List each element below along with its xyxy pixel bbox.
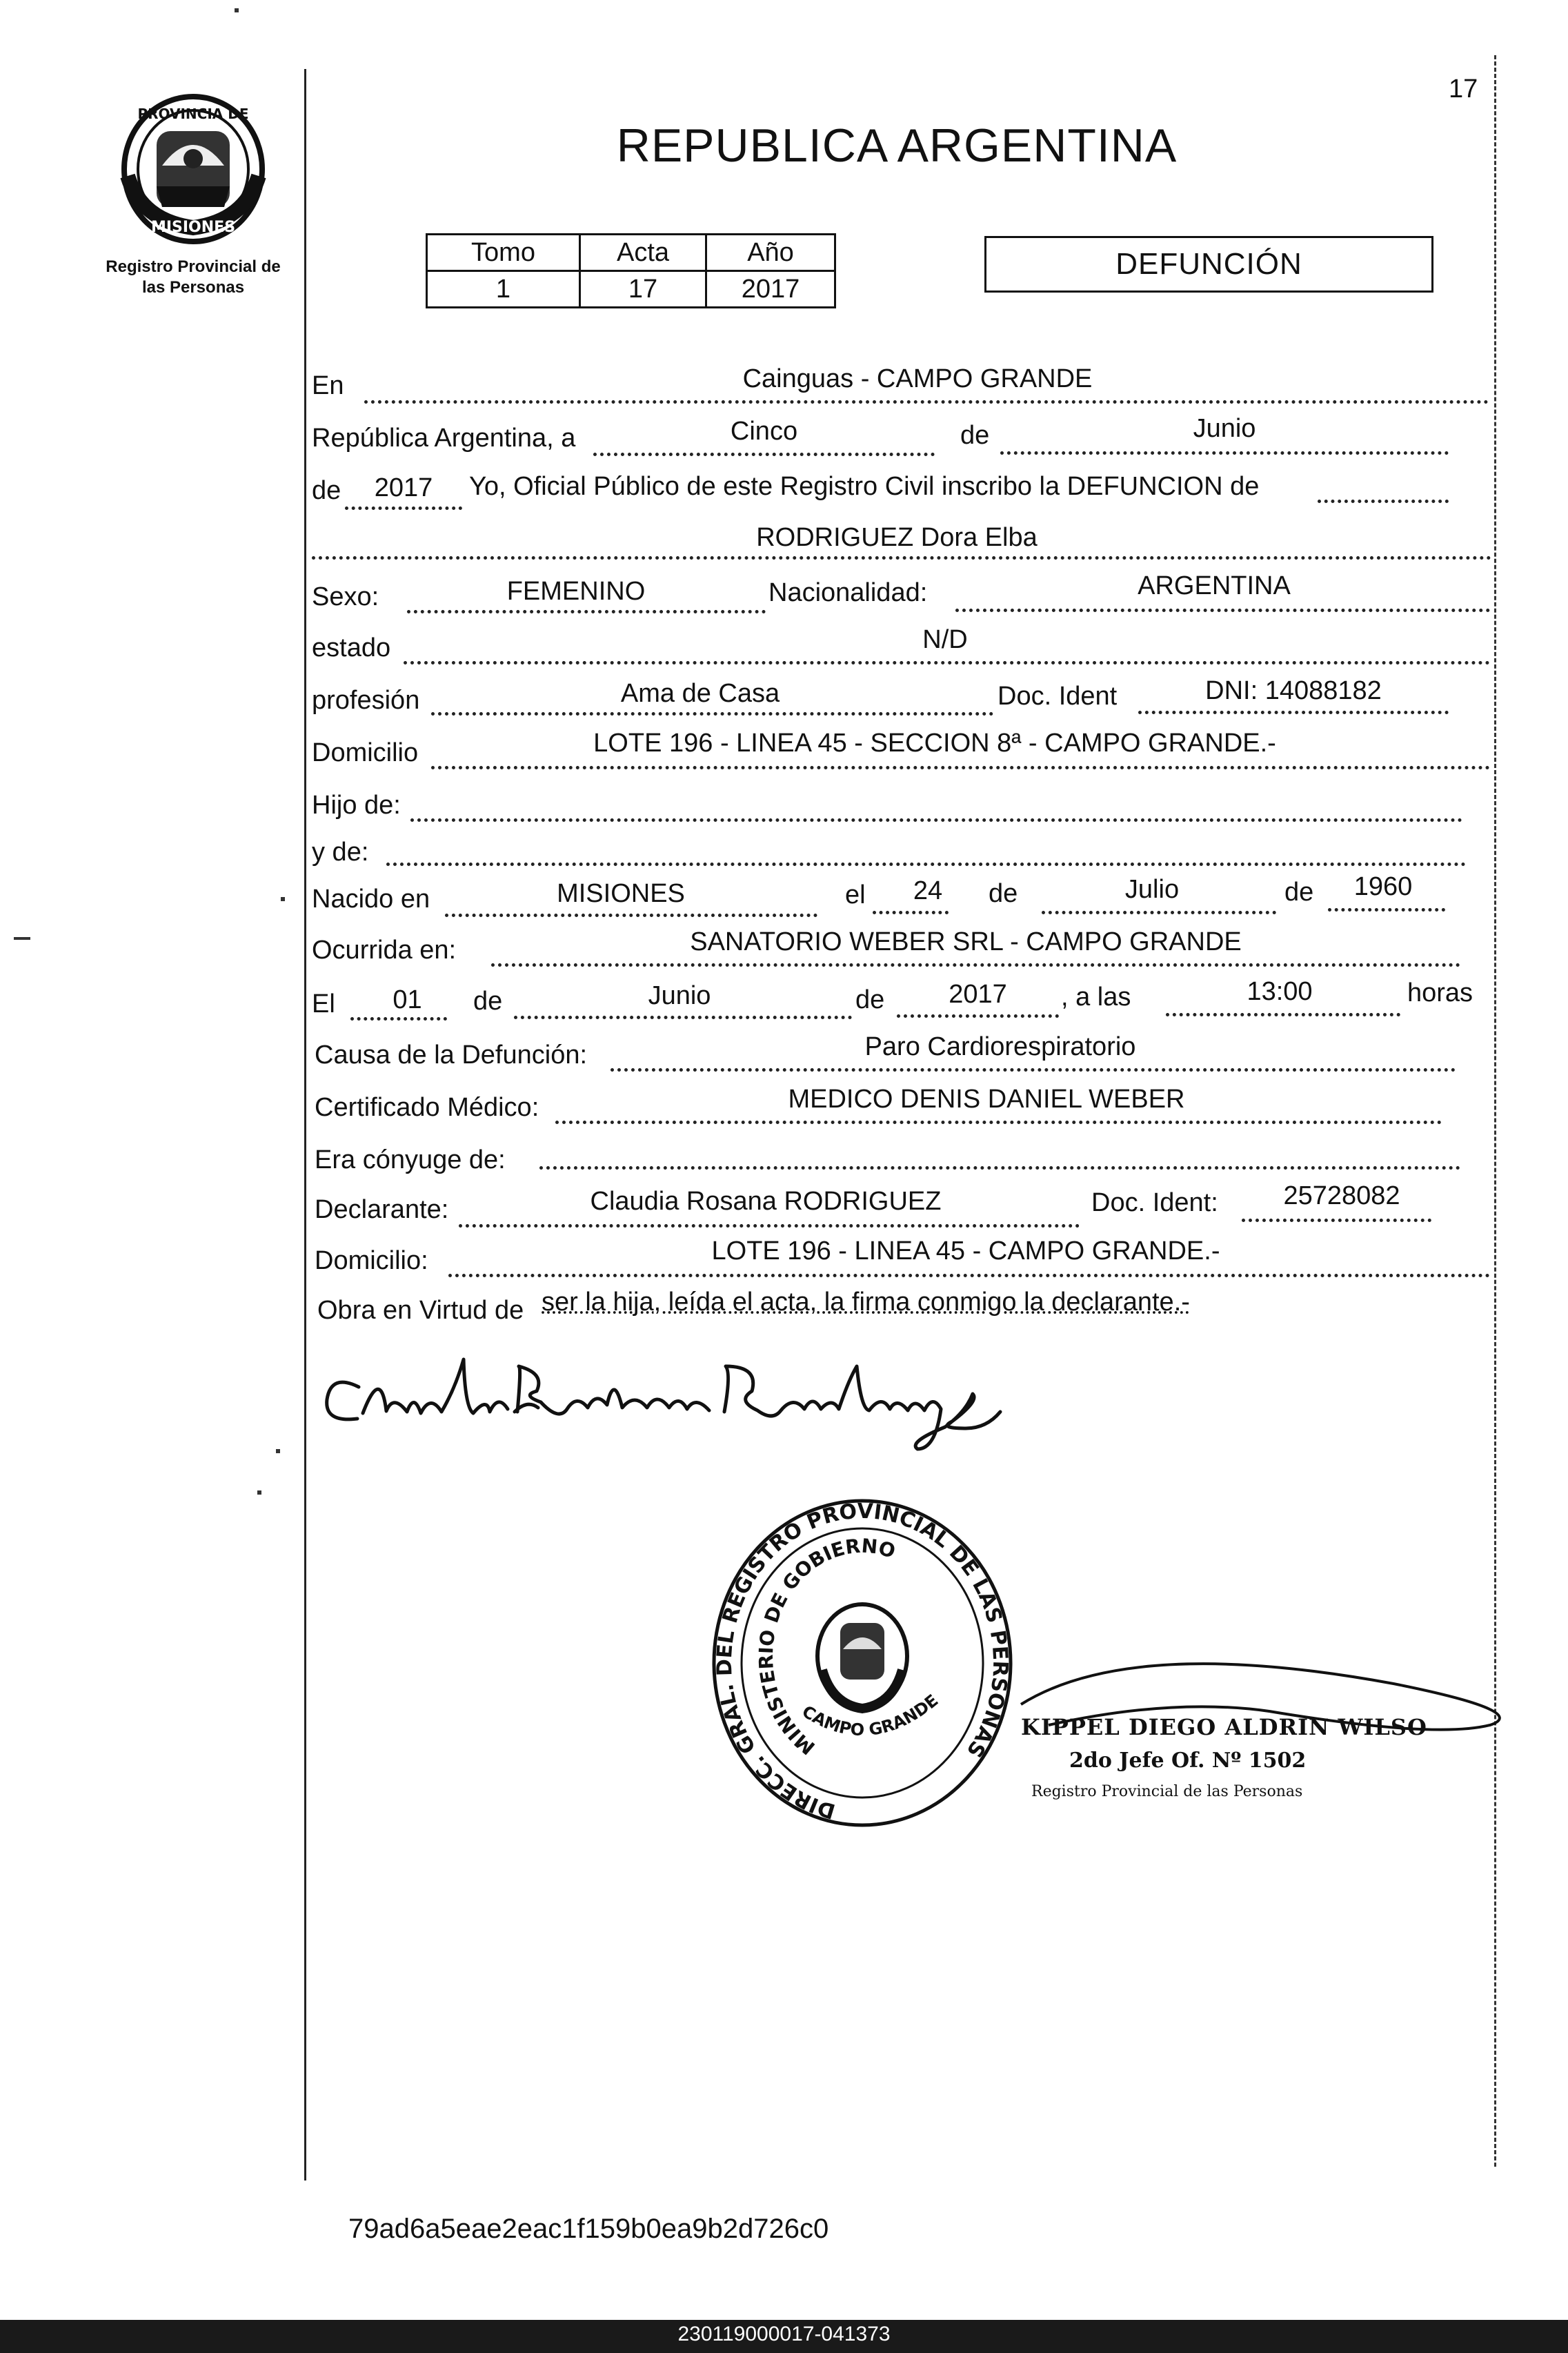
document-title: REPUBLICA ARGENTINA — [616, 119, 1178, 172]
issuer-caption-line2: las Personas — [141, 278, 245, 297]
decl-domicilio-label: Domicilio: — [315, 1246, 428, 1275]
profesion-dotted-line — [431, 712, 993, 716]
hora-value: 13:00 — [1247, 977, 1313, 1006]
horas-label: horas — [1407, 978, 1473, 1007]
scan-speck — [276, 1449, 280, 1453]
nacionalidad-label: Nacionalidad: — [768, 578, 928, 607]
hijo-dotted-line — [410, 818, 1462, 822]
domicilio-dotted-line — [431, 766, 1490, 769]
registry-header-acta: Acta — [580, 235, 706, 271]
estado-dotted-line — [404, 661, 1490, 664]
document-hash: 79ad6a5eae2eac1f159b0ea9b2d726c0 — [348, 2214, 829, 2244]
conyuge-dotted-line — [539, 1166, 1460, 1170]
seal-outer-text: DIRECC. GRAL. DEL REGISTRO PROVINCIAL DE LAS PERSONAS — [712, 1499, 1013, 1824]
left-margin-line — [304, 69, 306, 2180]
scan-speck — [257, 1490, 261, 1495]
de-label-2: de — [989, 879, 1018, 908]
el-label-2: El — [312, 990, 335, 1018]
registry-header-anio: Año — [706, 235, 835, 271]
nacido-mes-value: Julio — [1124, 875, 1180, 904]
page-number: 17 — [1449, 75, 1478, 104]
hora-dotted-line — [1166, 1013, 1400, 1016]
fallec-mes-value: Junio — [648, 981, 711, 1010]
domicilio-value: LOTE 196 - LINEA 45 - SECCION 8ª - CAMPO GRANDE.- — [593, 729, 1276, 758]
de-label-3: de — [1284, 878, 1314, 907]
registry-value-acta: 17 — [580, 271, 706, 308]
certificado-dotted-line — [555, 1121, 1442, 1124]
sexo-dotted-line — [407, 610, 766, 613]
republica-label: República Argentina, a — [312, 424, 576, 453]
declarante-label: Declarante: — [315, 1195, 449, 1224]
nacido-anio-value: 1960 — [1353, 872, 1413, 901]
deceased-dotted-line — [312, 556, 1491, 560]
declarante-value: Claudia Rosana RODRIGUEZ — [590, 1187, 942, 1216]
svg-text:MISIONES: MISIONES — [150, 219, 236, 236]
svg-text:PROVINCIA DE: PROVINCIA DE — [137, 106, 249, 122]
nacido-mes-dotted-line — [1042, 911, 1276, 914]
declarant-signature — [317, 1346, 1062, 1463]
fallec-anio-value: 2017 — [949, 980, 1007, 1009]
profesion-value: Ama de Casa — [620, 679, 780, 708]
sexo-label: Sexo: — [312, 582, 379, 611]
obra-value: ser la hija, leída el acta, la firma conmigo la declarante.- — [542, 1288, 1190, 1317]
seal-inner-text: MINISTERIO DE GOBIERNO — [754, 1534, 898, 1760]
causa-label: Causa de la Defunción: — [315, 1041, 588, 1070]
decl-doc-dotted-line — [1242, 1219, 1431, 1222]
fallec-anio-dotted-line — [897, 1014, 1059, 1018]
scan-speck — [281, 897, 285, 901]
official-office: Registro Provincial de las Personas — [1031, 1783, 1303, 1800]
year-prefix-label: de — [312, 476, 341, 505]
certificado-value: MEDICO DENIS DANIEL WEBER — [788, 1085, 1185, 1114]
de-label-5: de — [855, 985, 885, 1014]
registry-value-anio: 2017 — [706, 271, 835, 308]
domicilio-label: Domicilio — [312, 738, 419, 767]
month-value: Junio — [1193, 414, 1256, 443]
y-de-dotted-line — [386, 863, 1466, 866]
svg-text:CAMPO GRANDE — [799, 1691, 942, 1740]
official-seal-icon — [697, 1463, 1028, 1835]
conyuge-label: Era cónyuge de: — [315, 1145, 506, 1174]
registry-value-tomo: 1 — [427, 271, 580, 308]
statement-text: Yo, Oficial Público de este Registro Civil inscribo la DEFUNCION de — [469, 472, 1260, 501]
month-dotted-line — [1000, 451, 1449, 455]
el-label: el — [845, 880, 866, 909]
nacido-lugar-dotted-line — [445, 914, 817, 917]
act-type-box: DEFUNCIÓN — [984, 236, 1433, 293]
causa-dotted-line — [611, 1068, 1456, 1072]
doc-value: DNI: 14088182 — [1205, 676, 1382, 705]
fallec-dia-dotted-line — [350, 1017, 447, 1021]
obra-label: Obra en Virtud de — [317, 1296, 524, 1325]
de-label-4: de — [473, 987, 503, 1016]
barcode-number: 230119000017-041373 — [677, 2323, 891, 2345]
de-label: de — [960, 421, 990, 450]
issuer-caption — [83, 257, 304, 298]
scan-speck — [235, 8, 239, 12]
place-value: Cainguas - CAMPO GRANDE — [742, 364, 1093, 393]
hijo-label: Hijo de: — [312, 791, 401, 820]
decl-domicilio-value: LOTE 196 - LINEA 45 - CAMPO GRANDE.- — [711, 1237, 1220, 1266]
estado-value: N/D — [922, 625, 968, 654]
causa-value: Paro Cardiorespiratorio — [864, 1032, 1136, 1061]
fallec-dia-value: 01 — [393, 985, 422, 1014]
profesion-label: profesión — [312, 686, 420, 715]
ocurrida-label: Ocurrida en: — [312, 936, 457, 965]
scan-speck — [14, 937, 30, 940]
decl-domicilio-dotted-line — [448, 1274, 1490, 1277]
official-name: KIPPEL DIEGO ALDRIN WILSO — [1021, 1714, 1427, 1740]
decl-doc-label: Doc. Ident: — [1091, 1188, 1218, 1217]
registry-table — [426, 233, 836, 308]
y-de-label: y de: — [312, 838, 369, 867]
nacionalidad-value: ARGENTINA — [1138, 571, 1291, 600]
nacido-label: Nacido en — [312, 885, 430, 914]
seal-emblem — [817, 1604, 907, 1709]
provincia-misiones-emblem-icon — [114, 90, 272, 248]
right-margin-line — [1494, 55, 1496, 2167]
decl-doc-value: 25728082 — [1283, 1181, 1400, 1210]
declarante-dotted-line — [459, 1224, 1080, 1228]
ocurrida-dotted-line — [491, 963, 1460, 967]
year-dotted-line — [345, 506, 462, 510]
fallec-mes-dotted-line — [514, 1016, 852, 1019]
nacido-anio-dotted-line — [1328, 908, 1445, 912]
issuer-caption-line1: Registro Provincial de — [106, 257, 281, 276]
nacionalidad-dotted-line — [955, 609, 1490, 612]
sexo-value: FEMENINO — [506, 577, 646, 606]
day-words-value: Cinco — [730, 417, 798, 446]
en-dotted-line — [364, 400, 1489, 404]
doc-dotted-line — [1138, 711, 1449, 714]
official-role: 2do Jefe Of. Nº 1502 — [1069, 1749, 1307, 1773]
doc-label: Doc. Ident — [998, 682, 1118, 711]
seal-bottom-text: CAMPO GRANDE — [798, 1691, 942, 1740]
estado-label: estado — [312, 633, 391, 662]
statement-dotted-line — [1318, 500, 1449, 503]
ocurrida-value: SANATORIO WEBER SRL - CAMPO GRANDE — [690, 927, 1242, 956]
year-value: 2017 — [374, 473, 433, 502]
nacido-dia-dotted-line — [873, 911, 949, 914]
nacido-dia-value: 24 — [913, 876, 943, 905]
day-dotted-line — [593, 453, 935, 456]
en-label: En — [312, 371, 344, 400]
deceased-name: RODRIGUEZ Dora Elba — [756, 523, 1038, 552]
nacido-lugar-value: MISIONES — [557, 879, 685, 908]
registry-header-tomo: Tomo — [427, 235, 580, 271]
certificado-label: Certificado Médico: — [315, 1093, 539, 1122]
alas-label: , a las — [1061, 983, 1131, 1012]
